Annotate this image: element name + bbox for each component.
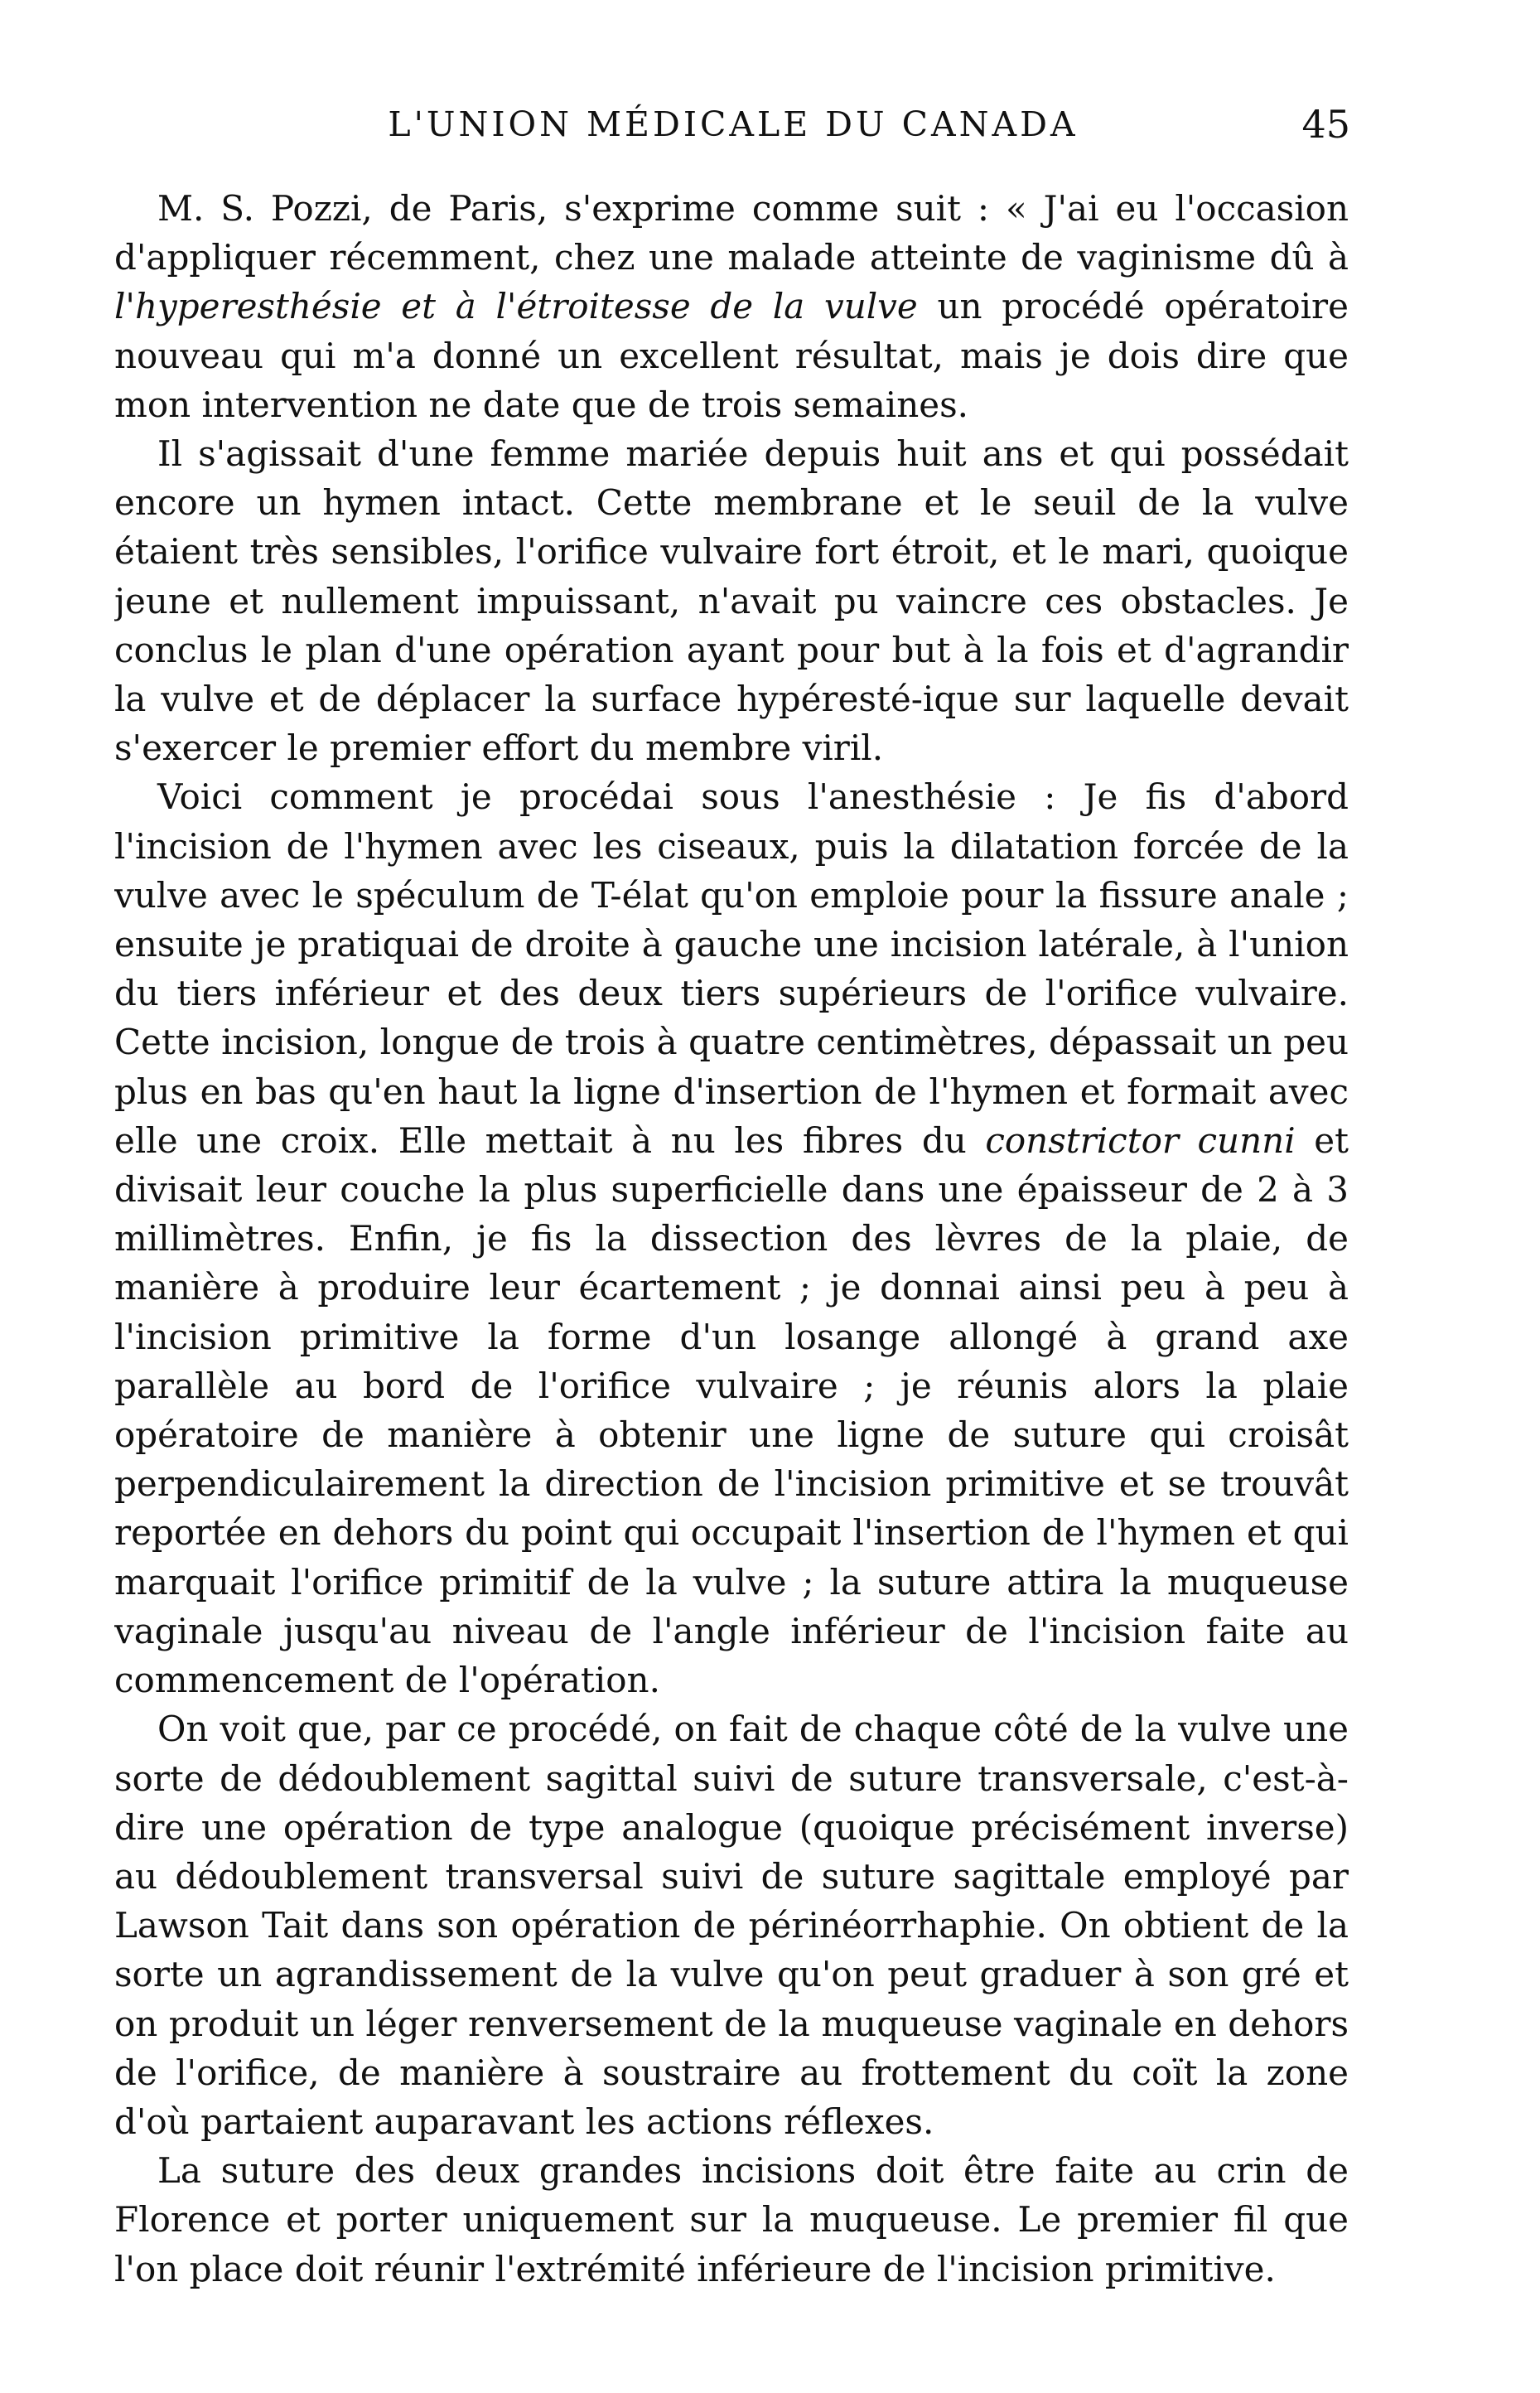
paragraph-4: On voit que, par ce procédé, on fait de chaque côté de la vulve une sorte de dédoublement sagittal suivi de suture transversale, c'est-à-dire une opération de type analogue (quoique précisément inverse) au dédoublement transversal suivi de suture sagittale employé par Lawson Tait dans son opération de périnéorrhaphie. On obtient de la sorte un agrandissement de la vulve qu'on peut graduer à son gré et on produit un léger renversement de la muqueuse vaginale en dehors de l'orifice, de manière à soustraire au frottement du coït la zone d'où partaient auparavant les actions réflexes.: [114, 1709, 1349, 2142]
running-head: [116, 99, 1350, 149]
journal-title: L'UNION MÉDICALE DU CANADA: [388, 104, 1079, 144]
paragraph-5: La suture des deux grandes incisions doit être faite au crin de Florence et porter uniquement sur la muqueuse. Le premier fil que l'on place doit réunir l'extrémité inférieure de l'incision primitive.: [114, 2150, 1349, 2289]
paragraph-1-italic: l'hyperesthésie et à l'étroitesse de la vulve: [114, 286, 918, 327]
paragraph-1-tail: un procédé opératoire nouveau qui m'a donné un excellent résultat, mais je dois dire que mon intervention ne date que de trois semaines.: [114, 286, 1349, 425]
article-body: [114, 184, 1349, 2338]
paragraph-1-lead: M. S. Pozzi, de Paris, s'exprime comme suit : « J'ai eu l'occasion d'appliquer récemment, chez une malade atteinte de vaginisme dû à: [114, 188, 1349, 278]
paragraph-1: [114, 184, 1349, 429]
paragraph-3-italic: constrictor cunni: [985, 1119, 1296, 1161]
paragraph-3-tail: et divisait leur couche la plus superficielle dans une épaisseur de 2 à 3 millimètres. Enfin, je fis la dissection des lèvres de la plaie, de manière à produire leur écartement ; je donnai ainsi peu à peu à l'incision primitive la forme d'un losange allongé à grand axe parallèle au bord de l'orifice vulvaire ; je réunis alors la plaie opératoire de manière à obtenir une ligne de suture qui croisât perpendiculairement la direction de l'incision primitive et se trouvât reportée en dehors du point qui occupait l'insertion de l'hymen et qui marquait l'orifice primitif de la vulve ; la suture attira la muqueuse vaginale jusqu'au niveau de l'angle inférieur de l'incision faite au commencement de l'opération.: [114, 1119, 1349, 1701]
paragraph-3: [114, 772, 1349, 1704]
page-number: 45: [1301, 102, 1350, 147]
paragraph-3-lead: Voici comment je procédai sous l'anesthésie : Je fis d'abord l'incision de l'hymen avec les ciseaux, puis la dilatation forcée de la vulve avec le spéculum de T-élat qu'on emploie pour la fissure anale ; ensuite je pratiquai de droite à gauche une incision latérale, à l'union du tiers inférieur et des deux tiers supérieurs de l'orifice vulvaire. Cette incision, longue de trois à quatre centimètres, dépassait un peu plus en bas qu'en haut la ligne d'insertion de l'hymen et formait avec elle une croix. Elle mettait à nu les fibres du: [114, 776, 1349, 1161]
paragraph-2: Il s'agissait d'une femme mariée depuis huit ans et qui possédait encore un hymen intact. Cette membrane et le seuil de la vulve étaient très sensibles, l'orifice vulvaire fort étroit, et le mari, quoique jeune et nullement impuissant, n'avait pu vaincre ces obstacles. Je conclus le plan d'une opération ayant pour but à la fois et d'agrandir la vulve et de déplacer la surface hypéresté-ique sur laquelle devait s'exercer le premier effort du membre viril.: [114, 433, 1349, 769]
